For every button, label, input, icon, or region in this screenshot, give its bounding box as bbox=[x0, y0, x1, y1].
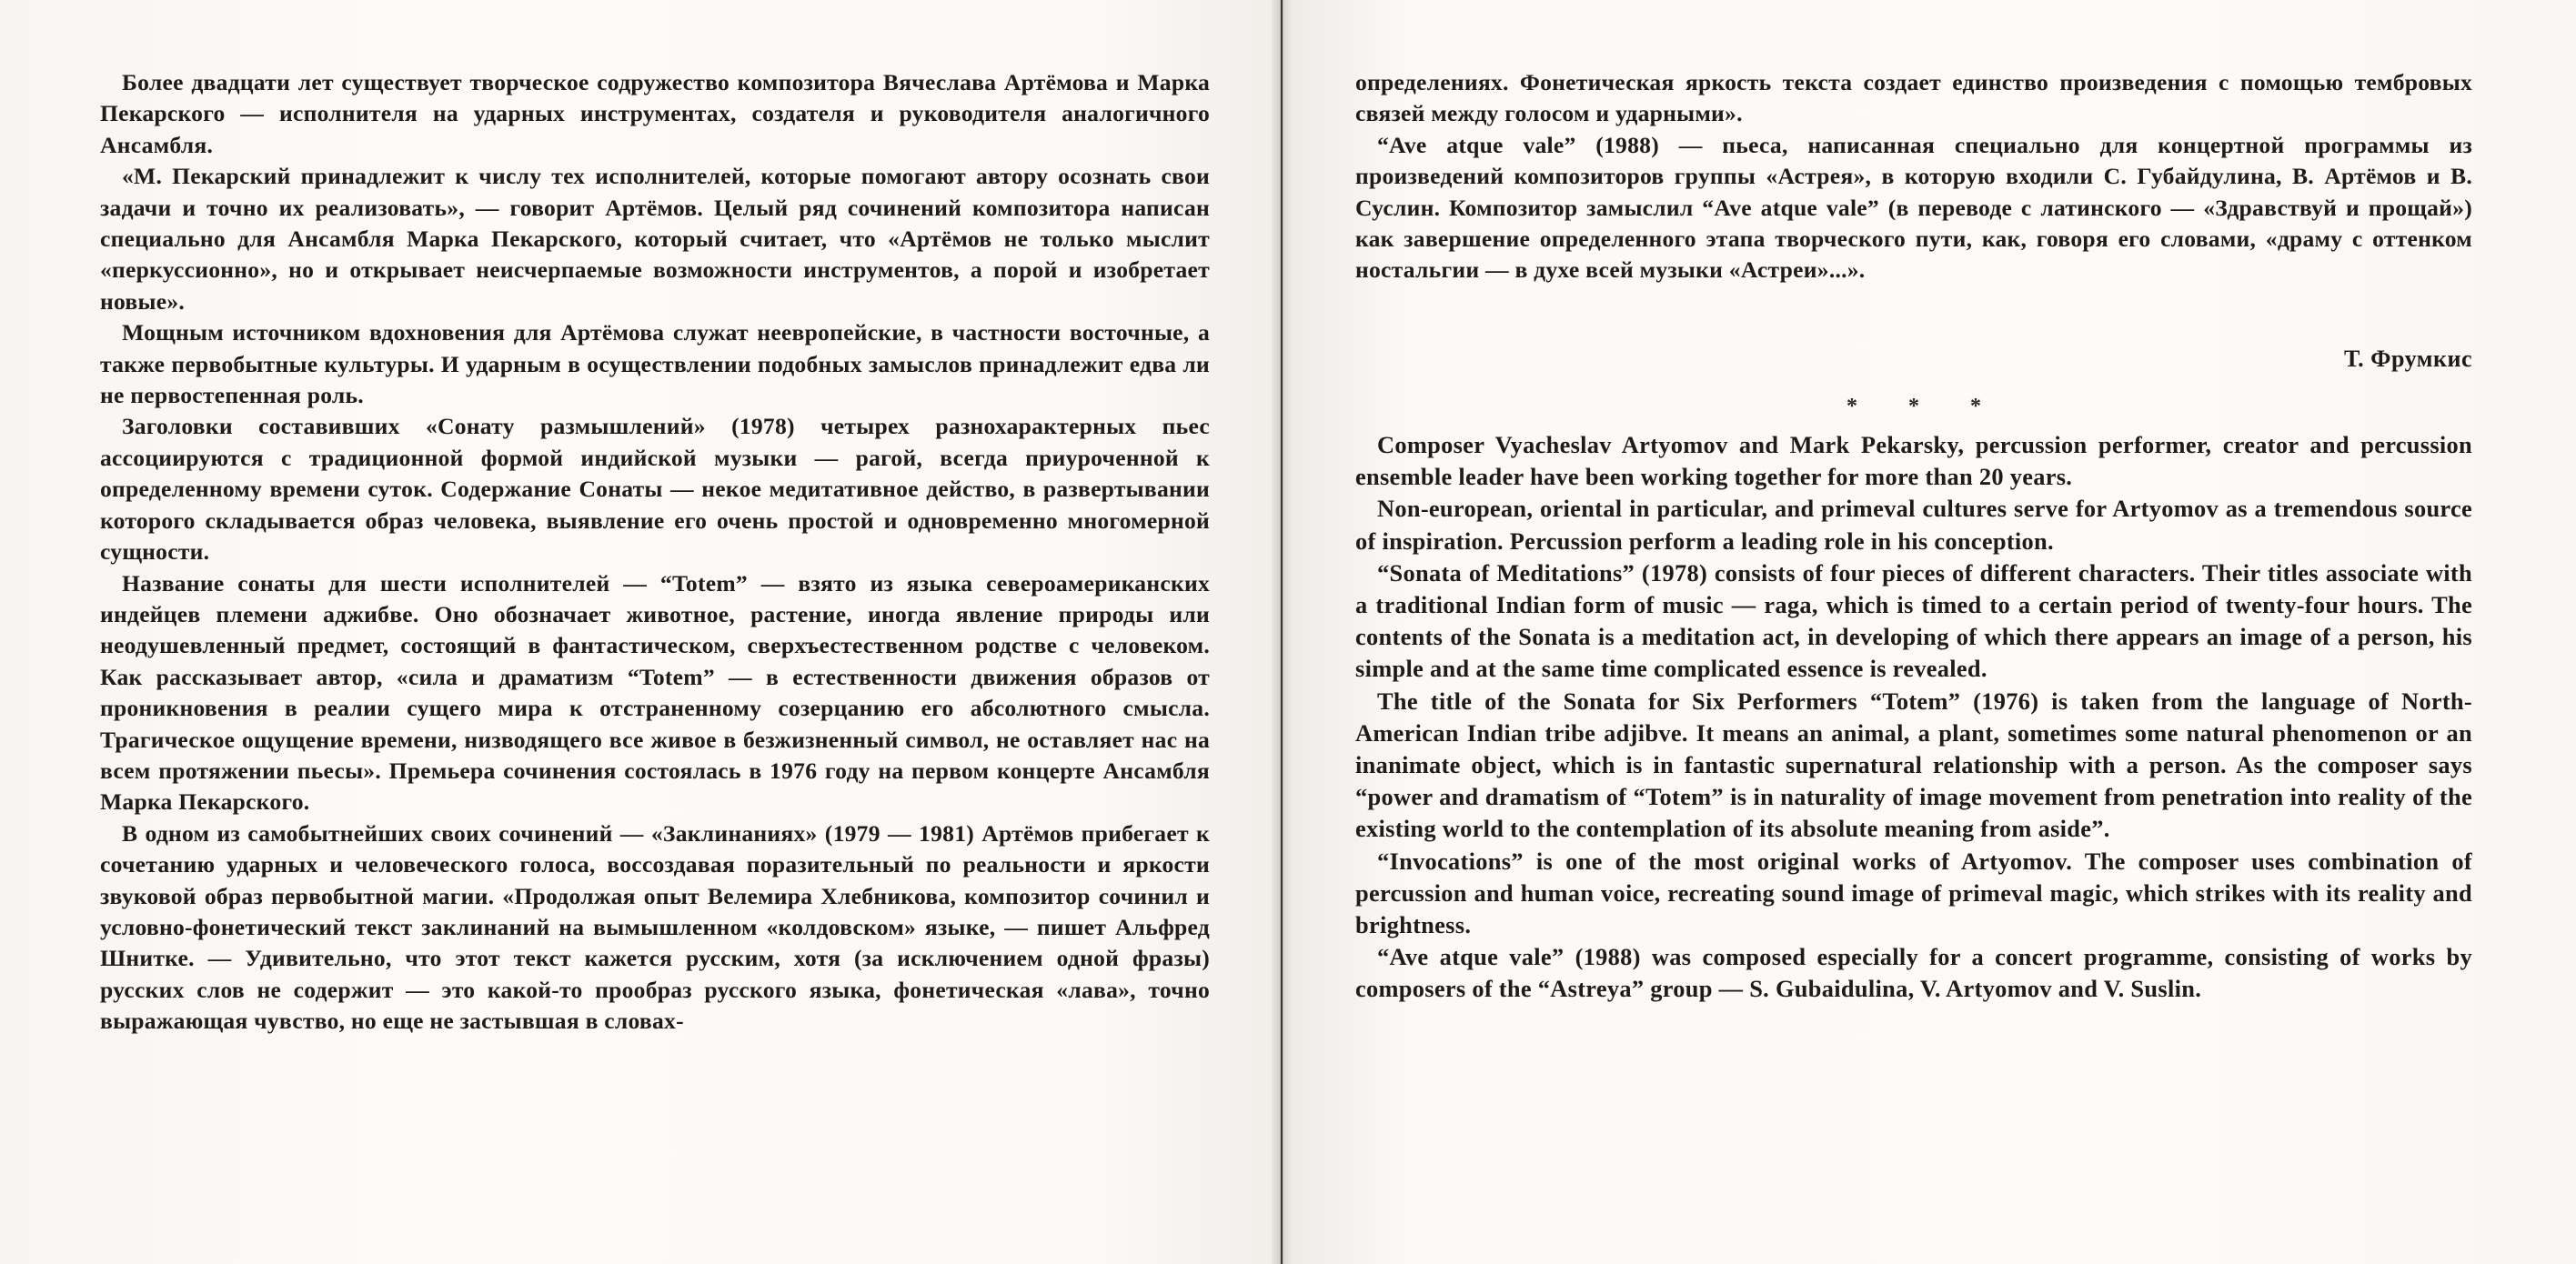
left-paragraph-4: Заголовки составивших «Сонату размышлений» (1978) четырех разнохарактерных пьес ассоциируются с традиционной формой индийской музыки — рагой, всегда приуроченной к определенному времени суток. Содержание Сонаты — некое медитативное действо, в развертывании которого складывается образ человека, выявление его очень простой и одновременно многомерной сущности. bbox=[100, 413, 1210, 566]
section-divider: * * * bbox=[1846, 395, 1981, 418]
fold-line bbox=[1281, 0, 1283, 1264]
left-paragraph-2: «М. Пекарский принадлежит к числу тех исполнителей, которые помогают автору осознать свои задачи и точно их реализовать», — говорит Артёмов. Целый ряд сочинений композитора написан специально для Ансамбля Марка Пекарского, который считает, что «Артёмов не только мыслит «перкуссионно», но и открывает неисчерпаемые возможности инструментов, а порой и изобретает новые». bbox=[100, 163, 1210, 315]
right-russian-paragraph-1: определениях. Фонетическая яркость текста создает единство произведения с помощью тембровых связей между голосом и ударными». bbox=[1355, 69, 2472, 127]
left-paragraph-5: Название сонаты для шести исполнителей — “Totem” — взято из языка североамериканских индейцев племени аджибве. Оно обозначает животное, растение, иногда явление природы или неодушевленный предмет, состоящий в фантастическом, сверхъестественном родстве с человеком. Как рассказывает автор, «сила и драматизм “Totem” — в естественности движения образов от проникновения в реалии сущего мира к отстраненному созерцанию его абсолютного смысла. Трагическое ощущение времени, низводящего все живое в безжизненный символ, не оставляет нас на всем протяжении пьесы». Премьера сочинения состоялась в 1976 году на первом концерте Ансамбля Марка Пекарского. bbox=[100, 569, 1210, 816]
right-page-english-text bbox=[1355, 429, 2472, 1006]
right-russian-paragraph-2: “Ave atque vale” (1988) — пьеса, написанная специально для концертной программы из произведений композиторов группы «Астрея», в которую входили С. Губайдулина, В. Артёмов и В. Суслин. Композитор замыслил “Ave atque vale” (в переводе с латинского — «Здравствуй и прощай») как завершение определенного этапа творческого пути, как, говоря его словами, «драму с оттенком ностальгии — в духе всей музыки «Астреи»...». bbox=[1355, 131, 2472, 284]
english-paragraph-5: “Invocations” is one of the most original works of Artyomov. The composer uses combination of percussion and human voice, recreating sound image of primeval magic, which strikes with its reality and brightness. bbox=[1355, 847, 2472, 939]
left-page-text bbox=[100, 67, 1210, 1038]
left-paragraph-1: Более двадцати лет существует творческое содружество композитора Вячеслава Артёмова и Марка Пекарского — исполнителя на ударных инструментах, создателя и руководителя аналогичного Ансамбля. bbox=[100, 69, 1210, 158]
english-paragraph-2: Non-european, oriental in particular, and primeval cultures serve for Artyomov as a tremendous source of inspiration. Percussion perform a leading role in his conception. bbox=[1355, 495, 2472, 555]
english-paragraph-3: “Sonata of Meditations” (1978) consists of four pieces of different characters. Their titles associate with a traditional Indian form of music — raga, which is timed to a certain period of twenty-four hours. The contents of the Sonata is a meditation act, in developing of which there appears an image of a person, his simple and at the same time complicated essence is revealed. bbox=[1355, 558, 2472, 683]
left-paragraph-6: В одном из самобытнейших своих сочинений — «Заклинаниях» (1979 — 1981) Артёмов прибегает к сочетанию ударных и человеческого голоса, воссоздавая поразительный по реальности и яркости звуковой образ первобытной магии. «Продолжая опыт Велемира Хлебникова, композитор сочинил и условно-фонетический текст заклинаний на вымышленном «колдовском» языке, — пишет Альфред Шнитке. — Удивительно, что этот текст кажется русским, хотя (за исключением одной фразы) русских слов не содержит — это какой-то прообраз русского языка, фонетическая «лава», точно выражающая чувство, но еще не застывшая в словах- bbox=[100, 819, 1210, 1035]
english-paragraph-6: “Ave atque vale” (1988) was composed especially for a concert programme, consisting of works by composers of the “Astreya” group — S. Gubaidulina, V. Artyomov and V. Suslin. bbox=[1355, 943, 2472, 1003]
english-paragraph-1: Composer Vyacheslav Artyomov and Mark Pekarsky, percussion performer, creator and percussion ensemble leader have been working together for more than 20 years. bbox=[1355, 431, 2472, 491]
right-page-russian-text bbox=[1355, 67, 2472, 286]
left-paragraph-3: Мощным источником вдохновения для Артёмова служат неевропейские, в частности восточные, а также первобытные культуры. И ударным в осуществлении подобных замыслов принадлежит едва ли не первостепенная роль. bbox=[100, 319, 1210, 409]
author-signature: Т. Фрумкис bbox=[2343, 346, 2472, 372]
english-paragraph-4: The title of the Sonata for Six Performers “Totem” (1976) is taken from the language of North-American Indian tribe adjibve. It means an animal, a plant, sometimes some natural phenomenon or an inanimate object, which is in fantastic supernatural relationship with a person. As the composer says “power and dramatism of “Totem” is in naturality of image movement from penetration into reality of the existing world to the contemplation of its absolute meaning from aside”. bbox=[1355, 687, 2472, 843]
